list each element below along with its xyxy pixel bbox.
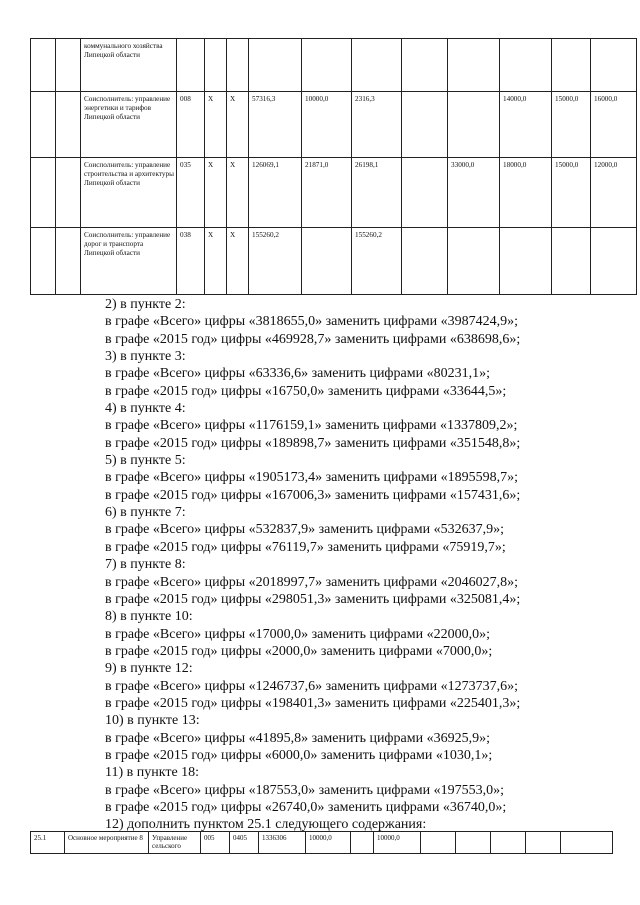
- cell-total: 126069,1: [249, 158, 302, 228]
- cell-c10: [500, 228, 552, 295]
- cell-y2015: [352, 39, 402, 92]
- item-2015: 10000,0: [374, 832, 421, 854]
- table-cell: [56, 92, 81, 158]
- cell-c8: [402, 228, 448, 295]
- amendment-heading: 5) в пункте 5:: [105, 453, 186, 469]
- cell-code: 035: [177, 158, 205, 228]
- cell-x2: X: [227, 92, 249, 158]
- cell-y2014: 21871,0: [302, 158, 352, 228]
- item-section: 0405: [230, 832, 259, 854]
- cell-c12: [591, 228, 637, 295]
- table-row: [31, 92, 637, 158]
- amendment-line: в графе «2015 год» цифры «16750,0» заменить цифрами «33644,5»;: [105, 383, 507, 399]
- cell-x1: X: [205, 228, 227, 295]
- table-cell: [421, 832, 456, 854]
- amendment-line: в графе «Всего» цифры «63336,6» заменить цифрами «80231,1»;: [105, 366, 490, 382]
- cell-c12: 16000,0: [591, 92, 637, 158]
- cell-name: коммунального хозяйства Липецкой области: [81, 39, 177, 92]
- table-cell: [31, 158, 56, 228]
- item-target: 1336306: [259, 832, 306, 854]
- table-row: [31, 39, 637, 92]
- table-cell: [56, 39, 81, 92]
- cell-x2: X: [227, 228, 249, 295]
- amendment-line: в графе «Всего» цифры «532837,9» заменить цифрами «532637,9»;: [105, 522, 504, 538]
- item-title: Основное мероприятие 8: [65, 832, 149, 854]
- cell-code: [177, 39, 205, 92]
- amendment-heading: 3) в пункте 3:: [105, 349, 186, 365]
- amendment-line: в графе «Всего» цифры «187553,0» заменить цифрами «197553,0»;: [105, 782, 504, 798]
- cell-x2: X: [227, 158, 249, 228]
- amendment-line: в графе «2015 год» цифры «167006,3» заменить цифрами «157431,6»;: [105, 487, 521, 503]
- table-cell: [526, 832, 561, 854]
- table-row: [31, 228, 637, 295]
- table-cell: [56, 158, 81, 228]
- cell-c9: [448, 92, 500, 158]
- amendment-line: в графе «Всего» цифры «3818655,0» заменить цифрами «3987424,9»;: [105, 314, 518, 330]
- cell-total: [249, 39, 302, 92]
- cell-c9: 33000,0: [448, 158, 500, 228]
- cell-c8: [402, 158, 448, 228]
- cell-x2: [227, 39, 249, 92]
- cell-y2014: 10000,0: [302, 92, 352, 158]
- cell-c9: [448, 39, 500, 92]
- item-executor: Управление сельского: [149, 832, 201, 854]
- cell-y2015: 2316,3: [352, 92, 402, 158]
- cell-c9: [448, 228, 500, 295]
- cell-total: 155260,2: [249, 228, 302, 295]
- amendment-line: в графе «Всего» цифры «1246737,6» заменить цифрами «1273737,6»;: [105, 678, 518, 694]
- amendment-line: в графе «2015 год» цифры «76119,7» заменить цифрами «75919,7»;: [105, 539, 506, 555]
- cell-code: 008: [177, 92, 205, 158]
- amendment-heading: 9) в пункте 12:: [105, 661, 193, 677]
- cell-c11: [552, 39, 591, 92]
- amendment-line: в графе «2015 год» цифры «189898,7» заменить цифрами «351548,8»;: [105, 435, 521, 451]
- program-table-body: [31, 39, 637, 295]
- amendment-heading: 4) в пункте 4:: [105, 401, 186, 417]
- cell-name: Соисполнитель: управление дорог и транспорта Липецкой области: [81, 228, 177, 295]
- cell-x1: X: [205, 158, 227, 228]
- cell-y2015: 26198,1: [352, 158, 402, 228]
- table-cell: [456, 832, 491, 854]
- new-item-25-1-table: [30, 831, 613, 854]
- cell-y2015: 155260,2: [352, 228, 402, 295]
- table-row: [31, 158, 637, 228]
- cell-c10: 14000,0: [500, 92, 552, 158]
- item-total: 10000,0: [306, 832, 351, 854]
- amendment-heading: 8) в пункте 10:: [105, 609, 193, 625]
- amendment-line: в графе «Всего» цифры «17000,0» заменить цифрами «22000,0»;: [105, 626, 490, 642]
- amendment-line: в графе «Всего» цифры «1905173,4» заменить цифрами «1895598,7»;: [105, 470, 518, 486]
- item-code: 005: [201, 832, 230, 854]
- cell-name: Соисполнитель: управление энергетики и тарифов Липецкой области: [81, 92, 177, 158]
- amendment-line: в графе «2015 год» цифры «6000,0» заменить цифрами «1030,1»;: [105, 747, 493, 763]
- table-cell: [31, 39, 56, 92]
- item-number: 25.1: [31, 832, 65, 854]
- amendment-line: в графе «Всего» цифры «2018997,7» заменить цифрами «2046027,8»;: [105, 574, 518, 590]
- table-cell: [491, 832, 526, 854]
- item-2014: [351, 832, 374, 854]
- cell-c10: [500, 39, 552, 92]
- amendment-heading: 12) дополнить пунктом 25.1 следующего содержания:: [105, 817, 427, 833]
- cell-code: 038: [177, 228, 205, 295]
- cell-c12: 12000,0: [591, 158, 637, 228]
- amendment-line: в графе «2015 год» цифры «469928,7» заменить цифрами «638698,6»;: [105, 331, 521, 347]
- cell-x1: X: [205, 92, 227, 158]
- cell-c11: 15000,0: [552, 158, 591, 228]
- cell-c12: [591, 39, 637, 92]
- table-cell: [31, 228, 56, 295]
- cell-c11: [552, 228, 591, 295]
- cell-y2014: [302, 39, 352, 92]
- amendment-line: в графе «2015 год» цифры «26740,0» заменить цифрами «36740,0»;: [105, 799, 507, 815]
- table-cell: [561, 832, 613, 854]
- amendment-heading: 7) в пункте 8:: [105, 557, 186, 573]
- amendment-line: в графе «2015 год» цифры «198401,3» заменить цифрами «225401,3»;: [105, 695, 521, 711]
- amendment-heading: 6) в пункте 7:: [105, 505, 186, 521]
- table-row: [31, 832, 613, 854]
- amendment-line: в графе «Всего» цифры «1176159,1» заменить цифрами «1337809,2»;: [105, 418, 518, 434]
- table-cell: [31, 92, 56, 158]
- amendment-heading: 2) в пункте 2:: [105, 297, 186, 312]
- cell-y2014: [302, 228, 352, 295]
- cell-name: Соисполнитель: управление строительства и архитектуры Липецкой области: [81, 158, 177, 228]
- amendment-line: в графе «2015 год» цифры «298051,3» заменить цифрами «325081,4»;: [105, 591, 521, 607]
- amendment-heading: 11) в пункте 18:: [105, 765, 200, 781]
- cell-c10: 18000,0: [500, 158, 552, 228]
- amendment-line: в графе «2015 год» цифры «2000,0» заменить цифрами «7000,0»;: [105, 643, 493, 659]
- table-cell: [56, 228, 81, 295]
- cell-c8: [402, 39, 448, 92]
- cell-c8: [402, 92, 448, 158]
- cell-total: 57316,3: [249, 92, 302, 158]
- program-table-fragment: [30, 38, 637, 295]
- cell-c11: 15000,0: [552, 92, 591, 158]
- amendment-line: в графе «Всего» цифры «41895,8» заменить цифрами «36925,9»;: [105, 730, 490, 746]
- amendments-text: [105, 296, 625, 834]
- amendment-heading: 10) в пункте 13:: [105, 713, 200, 729]
- cell-x1: [205, 39, 227, 92]
